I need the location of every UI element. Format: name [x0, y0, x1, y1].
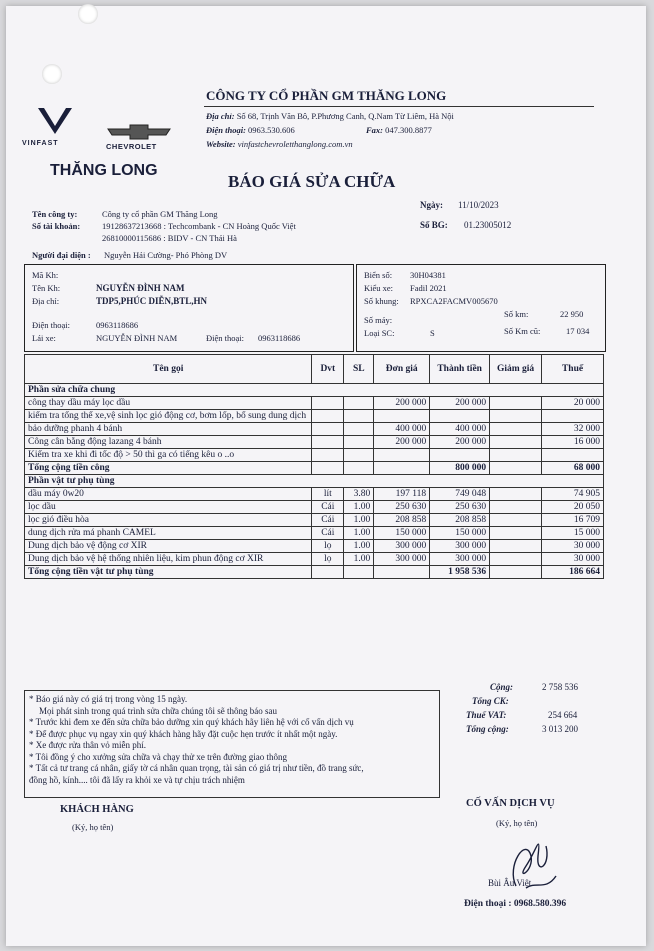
advisor-signature-sub: (Ký, họ tên)	[496, 818, 538, 828]
advisor-phone: Điện thoại : 0968.580.396	[464, 899, 567, 909]
vehicle-box	[356, 264, 606, 352]
cell-tax: 20 050	[542, 501, 604, 514]
cell-price: 250 630	[374, 501, 430, 514]
cell-tax	[542, 410, 604, 423]
customer-phone-label: Điện thoại:	[32, 320, 71, 330]
cell-amount: 300 000	[430, 540, 490, 553]
labor-total: 800 000	[430, 462, 490, 475]
cell-qty	[344, 397, 374, 410]
cell-qty: 1.00	[344, 514, 374, 527]
subtotal-label: Cộng:	[490, 682, 514, 692]
quote-no-label: Số BG:	[420, 220, 448, 230]
cell-amount: 200 000	[430, 436, 490, 449]
cell-amount: 250 630	[430, 501, 490, 514]
address-label: Địa chỉ:	[206, 111, 235, 121]
parts-total: 1 958 536	[430, 566, 490, 579]
rep-label: Người đại diện :	[32, 250, 91, 260]
cell-tax: 30 000	[542, 553, 604, 566]
cell-unit	[312, 423, 344, 436]
company-name: CÔNG TY CỔ PHẦN GM THĂNG LONG	[206, 88, 447, 103]
note-line: * Tất cả tư trang cá nhân, giấy tờ cá nhân quan trọng, tài sản có giá trị như tiền, đồ trang sức,	[29, 763, 364, 773]
cell-name: Dung dịch bảo vệ động cơ XIR	[25, 540, 312, 553]
cell-unit: lọ	[312, 540, 344, 553]
cell-unit	[312, 449, 344, 462]
table-header	[25, 355, 604, 384]
cell-qty: 1.00	[344, 527, 374, 540]
labor-total-row	[25, 462, 604, 475]
driver-name: NGUYỄN ĐÌNH NAM	[96, 333, 178, 343]
cell-unit: Cái	[312, 501, 344, 514]
customer-code-label: Mã Kh:	[32, 270, 59, 280]
customer-signature-sub: (Ký, họ tên)	[72, 822, 114, 832]
note-line: * Tôi đồng ý cho xưởng sửa chữa và chạy thử xe trên đường giao thông	[29, 751, 287, 762]
dealer-name: THĂNG LONG	[50, 162, 158, 179]
cell-unit	[312, 436, 344, 449]
note-line: đồng hồ, kính.... tôi đã lấy ra khỏi xe và tự chịu trách nhiệm	[29, 774, 245, 785]
account-2: 26810000115686 : BIDV - CN Thái Hà	[102, 233, 237, 243]
customer-signature-title: KHÁCH HÀNG	[60, 804, 134, 815]
cell-unit: lọ	[312, 553, 344, 566]
cell-amount: 300 000	[430, 553, 490, 566]
labor-section-title: Phần sửa chữa chung	[25, 384, 604, 397]
parts-total-row	[25, 566, 604, 579]
cell-price: 208 858	[374, 514, 430, 527]
note-line: * Để được phục vụ ngay xin quý khách hàng hãy đặt cuộc hẹn trước ít nhất một ngày.	[29, 728, 338, 739]
table-row	[25, 449, 604, 462]
cell-name: Dung dịch bảo vệ hệ thống nhiên liệu, kim phun động cơ XIR	[25, 553, 312, 566]
cell-qty	[344, 449, 374, 462]
rep-value: Nguyễn Hải Cường- Phó Phòng DV	[104, 250, 228, 260]
cell-discount	[490, 501, 542, 514]
cell-name: công thay dầu máy lọc dầu	[25, 397, 312, 410]
cell-tax: 15 000	[542, 527, 604, 540]
cell-tax: 32 000	[542, 423, 604, 436]
parts-section-title: Phần vật tư phụ tùng	[25, 475, 604, 488]
cell-price	[374, 449, 430, 462]
vin-number: RPXCA2FACMV005670	[410, 296, 498, 306]
punch-hole	[42, 64, 62, 84]
table-row	[25, 540, 604, 553]
page-title: BÁO GIÁ SỬA CHỮA	[228, 172, 396, 191]
col-amount: Thành tiền	[430, 355, 490, 384]
labor-total-tax: 68 000	[542, 462, 604, 475]
cell-qty	[344, 423, 374, 436]
cell-unit: lít	[312, 488, 344, 501]
repair-type-label: Loại SC:	[364, 328, 395, 338]
vinfast-logo-text: VINFAST	[22, 140, 59, 147]
cell-name: Công cân bằng động lazang 4 bánh	[25, 436, 312, 449]
company-value: Công ty cổ phần GM Thăng Long	[102, 209, 218, 219]
cell-amount: 749 048	[430, 488, 490, 501]
subtotal-value: 2 758 536	[542, 682, 578, 692]
col-name: Tên gọi	[25, 355, 312, 384]
advisor-name: Bùi Âu Việt	[488, 878, 532, 888]
company-website: vinfastchevroletthanglong.com.vn	[237, 139, 353, 149]
table-row	[25, 410, 604, 423]
cell-discount	[490, 540, 542, 553]
cell-price: 197 118	[374, 488, 430, 501]
cell-price: 200 000	[374, 397, 430, 410]
cell-amount	[430, 449, 490, 462]
cell-price	[374, 410, 430, 423]
cell-unit	[312, 410, 344, 423]
note-line: * Xe được rửa thân vỏ miễn phí.	[29, 740, 146, 750]
cell-tax: 30 000	[542, 540, 604, 553]
km-value: 22 950	[560, 309, 584, 319]
cell-discount	[490, 410, 542, 423]
cell-name: lọc gió điều hòa	[25, 514, 312, 527]
grand-total-value: 3 013 200	[542, 724, 578, 734]
cell-tax: 20 000	[542, 397, 604, 410]
plate-number: 30H04381	[410, 270, 446, 280]
cell-discount	[490, 553, 542, 566]
parts-total-tax: 186 664	[542, 566, 604, 579]
vat-value: 254 664	[548, 710, 578, 720]
note-line: * Báo giá này có giá trị trong vòng 15 ngày.	[29, 694, 188, 704]
cell-amount: 200 000	[430, 397, 490, 410]
cell-qty: 1.00	[344, 501, 374, 514]
cell-discount	[490, 436, 542, 449]
table-row	[25, 514, 604, 527]
cell-name: kiểm tra tổng thể xe,vệ sinh lọc gió động cơ, bơm lốp, bổ sung dung dịch	[25, 410, 312, 423]
chevrolet-logo-text: CHEVROLET	[106, 142, 157, 151]
old-km-label: Số Km cũ:	[504, 326, 541, 336]
cell-price: 150 000	[374, 527, 430, 540]
quote-number: 01.23005012	[464, 220, 512, 230]
cell-unit	[312, 397, 344, 410]
repair-type: S	[430, 328, 435, 338]
cell-qty	[344, 410, 374, 423]
table-row	[25, 436, 604, 449]
driver-phone-label: Điện thoại:	[206, 333, 245, 343]
col-tax: Thuế	[542, 355, 604, 384]
phone-label: Điện thoại:	[206, 125, 246, 135]
col-unit: Dvt	[312, 355, 344, 384]
account-label: Số tài khoản:	[32, 221, 81, 231]
chevrolet-bowtie-icon	[106, 124, 172, 140]
fax-label: Fax:	[366, 125, 383, 135]
model-label: Kiểu xe:	[364, 283, 394, 293]
table-row	[25, 527, 604, 540]
discount-total-label: Tổng CK:	[472, 696, 509, 706]
plate-label: Biển số:	[364, 270, 393, 280]
cell-discount	[490, 449, 542, 462]
grand-total-label: Tổng cộng:	[466, 724, 509, 734]
advisor-signature-title: CỐ VẤN DỊCH VỤ	[466, 798, 555, 809]
company-phone: 0963.530.606	[248, 125, 295, 135]
cell-price: 400 000	[374, 423, 430, 436]
table-row	[25, 397, 604, 410]
cell-amount: 208 858	[430, 514, 490, 527]
quotation-sheet	[6, 6, 646, 946]
cell-qty: 1.00	[344, 553, 374, 566]
cell-name: dầu máy 0w20	[25, 488, 312, 501]
cell-discount	[490, 423, 542, 436]
cell-qty: 1.00	[344, 540, 374, 553]
cell-tax	[542, 449, 604, 462]
vehicle-model: Fadil 2021	[410, 283, 447, 293]
cell-price: 300 000	[374, 553, 430, 566]
date-label: Ngày:	[420, 200, 443, 210]
labor-total-label: Tổng cộng tiền công	[25, 462, 312, 475]
cell-tax: 74 905	[542, 488, 604, 501]
cell-amount	[430, 410, 490, 423]
cell-name: dung dịch rửa má phanh CAMEL	[25, 527, 312, 540]
cell-price: 200 000	[374, 436, 430, 449]
cell-discount	[490, 527, 542, 540]
note-line: * Trước khi đem xe đến sửa chữa bảo dưỡng xin quý khách hãy liên hệ với cố vấn dịch vụ	[29, 717, 354, 727]
km-label: Số km:	[504, 309, 529, 319]
cell-tax: 16 709	[542, 514, 604, 527]
vat-label: Thuế VAT:	[466, 710, 507, 720]
cell-amount: 400 000	[430, 423, 490, 436]
note-line: Mọi phát sinh trong quá trình sửa chữa chúng tôi sẽ thông báo sau	[39, 705, 277, 716]
old-km-value: 17 034	[566, 326, 590, 336]
company-label: Tên công ty:	[32, 209, 78, 219]
cell-price: 300 000	[374, 540, 430, 553]
customer-address: TDP5,PHÚC DIỄN,BTL,HN	[96, 296, 208, 306]
col-qty: SL	[344, 355, 374, 384]
engine-label: Số máy:	[364, 315, 393, 325]
customer-phone: 0963118686	[96, 320, 139, 330]
notes-box	[24, 690, 440, 798]
company-fax: 047.300.8877	[385, 125, 432, 135]
customer-address-label: Địa chỉ:	[32, 296, 60, 306]
vin-label: Số khung:	[364, 296, 399, 306]
driver-label: Lái xe:	[32, 333, 56, 343]
cell-name: lọc dầu	[25, 501, 312, 514]
punch-hole	[78, 4, 98, 24]
customer-name: NGUYỄN ĐÌNH NAM	[96, 283, 185, 293]
cell-tax: 16 000	[542, 436, 604, 449]
quote-table	[24, 354, 604, 579]
customer-name-label: Tên Kh:	[32, 283, 61, 293]
col-price: Đơn giá	[374, 355, 430, 384]
company-address: Số 68, Trịnh Văn Bô, P.Phương Canh, Q.Nam Từ Liêm, Hà Nội	[236, 111, 454, 121]
cell-qty: 3.80	[344, 488, 374, 501]
website-label: Website:	[206, 139, 236, 149]
col-discount: Giảm giá	[490, 355, 542, 384]
quote-date: 11/10/2023	[458, 200, 499, 210]
table-row	[25, 501, 604, 514]
parts-total-label: Tổng cộng tiền vật tư phụ tùng	[25, 566, 312, 579]
table-row	[25, 423, 604, 436]
customer-box	[24, 264, 354, 352]
cell-discount	[490, 397, 542, 410]
cell-qty	[344, 436, 374, 449]
cell-unit: Cái	[312, 514, 344, 527]
cell-amount: 150 000	[430, 527, 490, 540]
cell-discount	[490, 514, 542, 527]
driver-phone: 0963118686	[258, 333, 301, 343]
cell-discount	[490, 488, 542, 501]
vinfast-logo-icon	[36, 106, 74, 136]
cell-name: Kiểm tra xe khi đi tốc độ > 50 thì ga có tiếng kêu o ..o	[25, 449, 312, 462]
cell-name: bảo dưỡng phanh 4 bánh	[25, 423, 312, 436]
table-row	[25, 488, 604, 501]
table-row	[25, 553, 604, 566]
account-1: 19128637213668 : Techcombank - CN Hoàng Quốc Việt	[102, 221, 296, 231]
cell-unit: Cái	[312, 527, 344, 540]
